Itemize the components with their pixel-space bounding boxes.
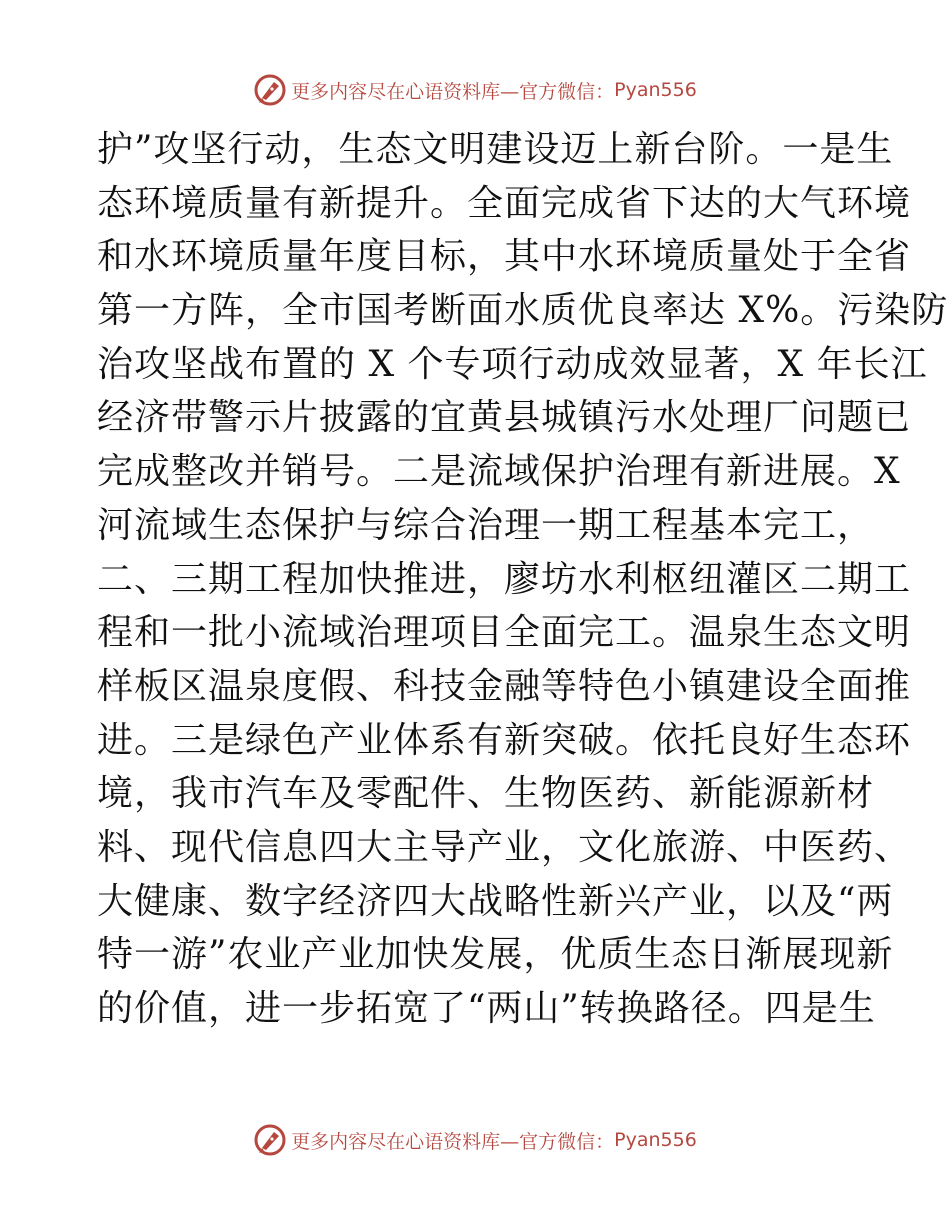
body-line: 治攻坚战布置的 X 个专项行动成效显著，X 年长江 xyxy=(97,343,928,385)
body-line: 河流域生态保护与综合治理一期工程基本完工， xyxy=(97,504,875,546)
body-line: 样板区温泉度假、科技金融等特色小镇建设全面推 xyxy=(97,665,912,707)
body-line: 程和一批小流域治理项目全面完工。温泉生态文明 xyxy=(97,612,912,654)
watermark-brand-text: 更多内容尽在心语资料库—官方微信： xyxy=(291,80,615,103)
body-line: 大健康、数字经济四大战略性新兴产业，以及“两 xyxy=(97,880,894,922)
body-line: 经济带警示片披露的宜黄县城镇污水处理厂问题已 xyxy=(97,397,912,439)
footer-watermark xyxy=(0,1120,950,1160)
body-line: 第一方阵，全市国考断面水质优良率达 X%。污染防 xyxy=(97,290,949,332)
watermark-wechat-id: Pyan556 xyxy=(614,79,697,101)
body-line: 态环境质量有新提升。全面完成省下达的大气环境 xyxy=(97,182,912,224)
body-line: 二、三期工程加快推进，廖坊水利枢纽灌区二期工 xyxy=(97,558,912,600)
body-line: 完成整改并销号。二是流域保护治理有新进展。X xyxy=(97,451,901,493)
body-line: 料、现代信息四大主导产业，文化旅游、中医药、 xyxy=(97,826,912,868)
pen-nib-logo-icon xyxy=(253,73,287,107)
watermark-brand-text: 更多内容尽在心语资料库—官方微信： xyxy=(291,1130,615,1153)
body-line: 和水环境质量年度目标，其中水环境质量处于全省 xyxy=(97,236,912,278)
watermark-wechat-id: Pyan556 xyxy=(614,1129,697,1151)
pen-nib-logo-icon xyxy=(253,1123,287,1157)
body-line: 的价值，进一步拓宽了“两山”转换路径。四是生 xyxy=(97,988,876,1029)
body-line: 境，我市汽车及零配件、生物医药、新能源新材 xyxy=(97,773,875,815)
body-line: 护”攻坚行动，生态文明建设迈上新台阶。一是生 xyxy=(97,129,894,170)
header-watermark xyxy=(0,70,950,110)
body-line: 特一游”农业产业加快发展，优质生态日渐展现新 xyxy=(97,934,894,976)
document-body xyxy=(97,123,949,1036)
body-line: 进。三是绿色产业体系有新突破。依托良好生态环 xyxy=(97,719,912,761)
